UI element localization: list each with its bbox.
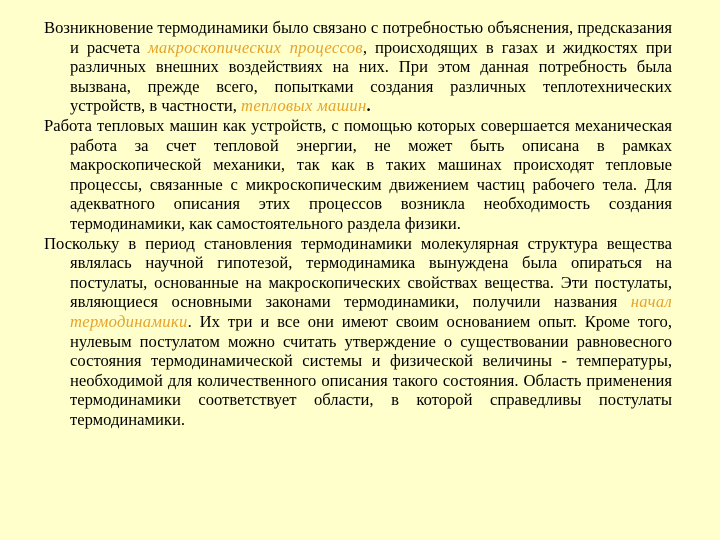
- text-segment: Поскольку в период становления термодинамики молекулярная структура вещества являлась научной гипотезой, термодинамика вынуждена была опираться на постулаты, основанные на макроскопических свойствах вещества. Эти постулаты, являющиеся основными законами термодинамики, получили названия: [44, 233, 672, 312]
- highlight-term: тепловых машин: [241, 96, 367, 116]
- slide-text: [44, 18, 672, 429]
- text-segment: Возникновение термодинамики было связано с потребностью объяснения, предсказания и расчета: [44, 18, 672, 57]
- paragraph-heat-engines: [44, 116, 672, 234]
- text-segment: , происходящих в газах и жидкостях при различных внешних воздействиях на них. При этом данная потребность была вызвана, прежде всего, попытками создания различных теплотехнических устройств, в частности,: [70, 37, 672, 116]
- highlight-term: макроскопических процессов: [148, 37, 363, 57]
- highlight-term: начал термодинамики: [70, 292, 672, 331]
- paragraph-postulates: [44, 234, 672, 430]
- text-segment: .: [366, 96, 371, 116]
- text-segment: Работа тепловых машин как устройств, с помощью которых совершается механическая работа за счет тепловой энергии, не может быть описана в рамках макроскопической механики, так как в таких машинах происходят тепловые процессы, связанные с микроскопическим движением частиц рабочего тела. Для адекватного описания этих процессов возникла необходимость создания термодинамики, как самостоятельного раздела физики.: [44, 115, 672, 233]
- paragraph-origin: [44, 18, 672, 116]
- text-segment: . Их три и все они имеют своим основанием опыт. Кроме того, нулевым постулатом можно считать утверждение о существовании равновесного состояния термодинамической системы и физической величины - температуры, необходимой для количественного описания такого состояния. Область применения термодинамики соответствует области, в которой справедливы постулаты термодинамики.: [70, 311, 672, 429]
